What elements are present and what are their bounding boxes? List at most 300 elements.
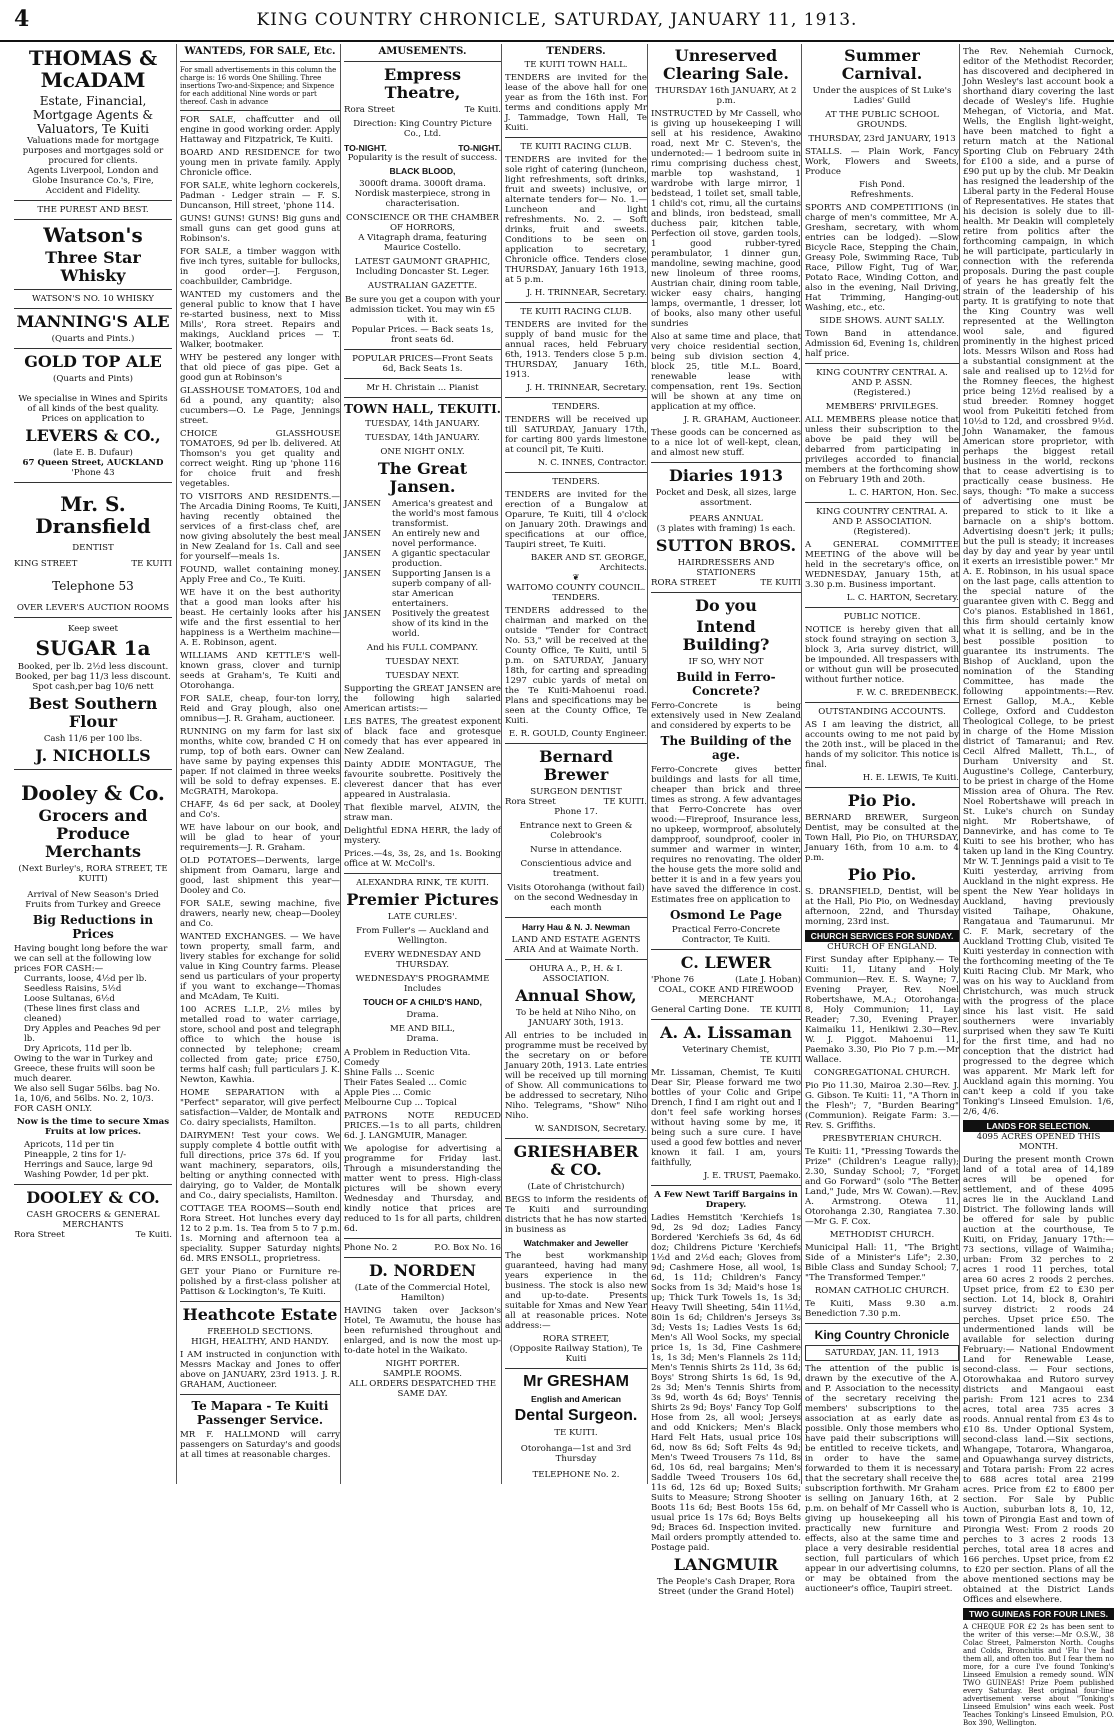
mannings-ale: MANNING'S ALE xyxy=(16,312,170,331)
rora-street: Rora Street xyxy=(344,105,395,115)
summer-carnival: Summer Carnival. xyxy=(841,46,923,83)
accounts-body: AS I am leaving the district, all accounts owing to me not paid by the 20th inst., will be placed in the hands of my solicitor. This notice is final. xyxy=(805,720,959,770)
general: A GENERAL COMMITTEE MEETING of the above will be held in the secretary's office, on WEDNESDAY, January 15th, at 3.30 p.m. Business important. xyxy=(805,540,959,590)
phone: Phone No. 2 xyxy=(344,1243,398,1253)
having-bought: Having bought long before the war we can sell at the following low prices FOR CASH:— xyxy=(14,944,168,974)
owing: Owing to the war in Turkey and Greece, these fruits will soon be much dearer. xyxy=(14,1054,155,1084)
dooley-address: (Next Burley's, RORA STREET, TE KUITI) xyxy=(18,864,168,884)
firm-body: Valuations made for mortgage purposes and mortgages sold or procured for clients. xyxy=(22,136,164,166)
gresham: Mr GRESHAM xyxy=(523,1373,629,1390)
classified-ad: OLD POTATOES—Derwents, large shipment from Oamaru, large and good, last shipment this year—Dooley and Co. xyxy=(180,856,340,896)
classified-ad: RUNNING on my farm for last six months, white cow, branded C H on rump, top of both ears. Owner can have same by paying expenses this paper. If not claimed in three weeks will be sold to defray expenses. E. McGRATH, Marokopa. xyxy=(180,727,340,797)
norden-body: HAVING taken over Jackson's Hotel, Te Awamutu, the house has been refurnished throughout and enlarged, and is now the most up-to-date hotel in the Waikato. xyxy=(344,1306,501,1356)
list-item: Dry Apricots, 11d per lb. xyxy=(24,1044,133,1054)
goods: These goods can be concerned as to a nice lot of well-kept, clean, and almost new stuff. xyxy=(651,428,801,458)
norden-sub: (Late of the Commercial Hotel, Hamilton) xyxy=(354,1283,491,1303)
pres-body: Te Kuiti: 11, "Pressing Towards the Prize" (Children's League rally); 2.30, Sunday School; 7, "Forget and Go Forward" (solo "The Better Land," Jude, Mrs W. Cowan).—Rev. A. Armstrong. Otewa 11, Otorohanga 2.30, Rangiatea 7.30.—Mr G. F. Cox. xyxy=(805,1147,959,1227)
lands-heading: LANDS FOR SELECTION. xyxy=(963,1120,1114,1132)
trinnear: J. H. TRINNEAR, Secretary. xyxy=(526,288,647,298)
heathcote-body: I AM instructed in conjunction with Messrs Mackay and Jones to offer above on JANUARY, 23rd 1913. J. R. GRAHAM, Auctioneer. xyxy=(180,1350,340,1390)
drama-2: Drama. xyxy=(406,1034,439,1044)
intend-building: Intend Building? xyxy=(682,617,770,654)
watchmaker: Watchmaker and Jeweller xyxy=(523,1238,629,1248)
touch-of-a-childs-hand: TOUCH OF A CHILD'S HAND, xyxy=(363,997,482,1007)
bredenbeck: F. W. C. BREDENBECK. xyxy=(856,688,959,698)
list-item: Melbourne Cup ... Topical xyxy=(344,1098,457,1108)
refreshments: Refreshments. xyxy=(850,190,914,200)
phone-76: 'Phone 76 xyxy=(651,975,695,985)
dransfield: Mr. S. Dransfield xyxy=(35,492,151,538)
pears-sub: (3 plates with framing) 1s each. xyxy=(656,524,796,534)
editorial: The attention of the public is drawn by the executive of the A. and P. Association to the necessity of the secretary receiving the members' subscriptions to the association at as early date as possible. Only those members who have paid their subscriptions will be entitled to receive tickets, and in order to have the same forwarded to them it is necessary that the secretary shall receive the subscription forthwith. Mr Graham is selling on January 16th, at 2 p.m. on behalf of Mr Cassell who is giving up housekeeping all his practically new furniture and effects, also at the same time and place a very desirable residential section, full particulars of which appear in our advertising columns, or may be obtained from the auctioneer's office, Taupiri street. xyxy=(805,1364,959,1594)
norden: D. NORDEN xyxy=(369,1261,476,1280)
sugar: SUGAR 1a xyxy=(35,636,151,660)
tender: TENDERS addressed to the chairman and marked on the outside "Tender for Contract No. 53," will be received at the County Office, Te Kuiti, until 5 p.m. on SATURDAY, January 18th, for carting and spreading 1297 cubic yards of metal on the Te Kuiti-Mahoenui road. Plans and specifications may be seen at the County Office, Te Kuiti. xyxy=(505,606,647,726)
pio-pio-2: Pio Pio. xyxy=(847,865,917,884)
one-night: ONE NIGHT ONLY. xyxy=(380,447,465,457)
lissaman: A. A. Lissaman xyxy=(660,1023,792,1042)
church-of-england: CHURCH OF ENGLAND. xyxy=(827,942,937,952)
levers-address: 67 Queen Street, AUCKLAND xyxy=(22,458,164,468)
te-kuiti: TE KUITI xyxy=(760,578,801,588)
sports: SPORTS AND COMPETITIONS (in charge of men's committee, Mr A. Gresham, secretary, with whom entries can be lodged). —Slow Bicycle Race, Stepping the Chain, Greasy Pole, Swimming Race, Tub Race, Pillow Fight, Tug of War, Potato Race, Winding Cotton, and also in the evening, Nail Driving, Hat Trimming, Hanging-out Washing, etc., etc. xyxy=(805,203,959,313)
te-kuiti-4: TE KUITI xyxy=(760,1055,801,1065)
sandison: W. SANDISON, Secretary. xyxy=(534,1124,647,1134)
harry-hau: Harry Hau & N. J. Newman xyxy=(522,922,630,932)
tuesday: TUESDAY, 14th JANUARY. xyxy=(365,419,480,429)
classified-ad: CHAFF, 4s 6d per sack, at Dooley and Co's. xyxy=(180,800,340,820)
outstanding: OUTSTANDING ACCOUNTS. xyxy=(818,707,946,717)
classified-ad: FOR SALE, chaffcutter and oil engine in good working order. Apply Hattaway and Fitzpatrick, Te Kuiti. xyxy=(180,115,340,145)
tenders-sub-3: TENDERS. xyxy=(552,593,600,603)
registered-2: (Registered). xyxy=(853,527,911,537)
clearing-sale: Unreserved Clearing Sale. xyxy=(662,46,789,83)
levers-sub: (late E. B. Dufaur) xyxy=(53,448,133,458)
news-items: The Rev. Nehemiah Curnock, editor of the Methodist Recorder, has discovered and deciphered in John Wesley's last account book a shorthand diary covering the last decade of Wesley's life. Hughie Mehegan, of Victoria, and Mat. Wells, the English light-weight, have been matched to fight a return match at the National Sporting Club on February 24th for £100 a side, and a purse of £90 put up by the club. Mr Deakin has resigned the leadership of the Liberal party in the Federal House of Representatives. He states that his decision is solely due to ill-health. Mr Deakin will completely retire from politics after the forthcoming campaign, in which he will participate, particularly in connection with the referenda proposals. During the past couple of years he has greatly felt the strain of the leadership of his party. It is gratifying to note that the King Country was well represented at the Wellington wool sale, and figured prominently in the highest priced lots. Messrs Wilson and Ross had a substantial consignment at the sale and realised up to 12½d for the Romney fleeces, the highest price being 12½d realised by a stud breeder. Romney hogget wool from Pukeititi fetched from 10½d to 12d, and crossbred 9½d. John Wanamaker, the famous American store proprietor, with perhaps the biggest retail business in the world, reckons that to cease advertising is to practically cease business. He says, though: "To make a success of advertising one must be prepared to stick to it like a barnacle on a ship's bottom. Advertising doesn't jerk; it pulls; but the pull is steady; it increases day by day and year by year until it exerts an irresistible power." Mr A. E. Robinson, in his usual space on the last page, calls attention to the special nature of the guarantee given with C. Begg and Co's pianos. Established in 1861, this firm should certainly know what it is selling, and be in the best possible position to guarantee its instruments. The Bishop of Auckland, upon the nomination of the Standing Committee, has made the following appointments:—Rev. Ernest Gallop, M.A., Keble College, Oxford and Cuddeston Theological College, to be priest in charge of the Home Mission district of Tamaranui; and Rev. Cecil Alfred Mallett, Th.L., of Durham University and St. Augustine's College, Canterbury, to be priest in charge of the Home Mission area of Ohura. The Rev. Noel Robertshawe will preach in St. Luke's church on Sunday night. Mr Robertshawe, of Dannevirke, and has come to Te Kuiti to see his brother, who has taken up land in the King Country. Mr W. T. Jennings paid a visit to Te Kuiti yesterday, arriving from Auckland in the night express. He spent the New Year holidays in Auckland, having previously visited Taihape, Ohakune, Rangataua and Taumarunui. Mr C. F. Mark, secretary of the Auckland Trotting Club, visited Te Kuiti yesterday in connection with the forthcoming meeting of the Te Kuiti Racing Club. Mr Mark, who was on his way to Auckland from Christchurch, was much struck with the progress of the place since his last visit. He said southerners were invariably surprised when they saw Te Kuiti for the first time, and had no conception that the district had progressed to the degree which was apparent. Mr Mark left for Auckland again this morning. You can't keep a cold if you take Tonking's Linseed Emulsion. 1/6, 2/6, 4/6. xyxy=(963,47,1114,1117)
direction: Direction: King Country Picture Co., Ltd. xyxy=(353,119,492,139)
classified-ad: GUNS! GUNS! GUNS! Big guns and small guns can get good guns at Robinson's. xyxy=(180,214,340,244)
presbyterian: PRESBYTERIAN CHURCH. xyxy=(822,1134,942,1144)
classified-ad: BOARD AND RESIDENCE for two young men in private family. Apply Chronicle office. xyxy=(180,148,340,178)
otorohanga: Otorohanga—1st and 3rd Thursday xyxy=(520,1444,632,1464)
classified-ad: DAIRYMEN! Test your cows. We supply complete 4 bottle outfit with full directions, price 37s 6d. If you want machinery, separators, oils, belting or anything connected with dairying, go to Valder, de Montalk and Co., dairy specialists, Hamilton. xyxy=(180,1131,340,1201)
classified-ad: GET your Piano or Furniture re-polished by a first-class polisher at Pattison & Lockington's, Te Kuiti. xyxy=(180,1267,340,1297)
waitomo: WAITOMO COUNTY COUNCIL. xyxy=(506,583,646,593)
list-item: Apricots, 11d per tin xyxy=(24,1140,115,1150)
list-item: (These lines first class and cleaned) xyxy=(24,1004,141,1024)
list-item: Loose Sultanas, 6½d xyxy=(24,994,115,1004)
great-jansen: The Great Jansen. xyxy=(377,459,468,496)
racing-club: TE KUITI RACING CLUB. xyxy=(520,142,632,152)
workmanship: The best workmanship guaranteed, having had many years experience in the business. The stock is also new and up-to-date. Presents suitable for Xmas and New Year all at reasonable prices. Note address:— xyxy=(505,1251,647,1331)
levers-phone: 'Phone 43 xyxy=(71,468,115,478)
coe-body: First Sunday after Epiphany.— Te Kuiti: 11, Litany and Holy Communion—Rev. E. S. Wayne; 7, Evening Prayer, Rev. Noel Robertshawe, M.A.; Otorohanga: 8, Holy Communion; 11, Lay Reader; 7.30, Evening Prayer. Kaimaiku 11, Henikiwi 2.30—Rev. W. J. Piggot. Mahoenui 11, Paemako 3.30, Pio Pio 7 p.m.—Mr Wallace. xyxy=(805,955,959,1065)
classified-ad: HOME SEPARATION with a "Perfect" separator, will give perfect satisfaction—Valder, de Montalk and Co. dairy specialists, Hamilton. xyxy=(180,1088,340,1128)
full-company: And his FULL COMPANY. xyxy=(366,643,479,653)
brewer-pio: BERNARD BREWER, Surgeon Dentist, may be consulted at the Town Hall, Pio Pio, on THURSDAY, January 16th, from 10 a.m. to 4 p.m. xyxy=(805,813,959,863)
guineas-heading: TWO GUINEAS FOR FOUR LINES. xyxy=(963,1608,1114,1620)
side-shows: SIDE SHOWS. AUNT SALLY. xyxy=(819,316,945,326)
tender: TENDERS are invited for the sole right of catering (luncheon, light refreshments, soft drinks, fruit and sweets) inclusive, or alternate tenders for— No. 1.—Luncheon and light refreshments. No. 2. — Soft drinks, fruit and sweets. Conditions to be seen on application to secretary, Chronicle office. Tenders close THURSDAY, January 16th 1913, at 5 p.m. xyxy=(505,155,647,285)
newspaper-title: KING COUNTRY CHRONICLE, SATURDAY, JANUARY 11, 1913. xyxy=(256,10,858,30)
big-reductions: Big Reductions in Prices xyxy=(32,913,154,941)
do-you: Do you xyxy=(695,596,757,615)
build-in-ferro: Build in Ferro-Concrete? xyxy=(676,670,776,698)
also: Also at same time and place, that very choice residential section, being sub division section 4, block 25, title M.L. Board, renewable lease with compensation, rent 19s. Section will be shown at any time on application at my office. xyxy=(651,332,801,412)
opposite: (Opposite Railway Station), Te Kuiti xyxy=(509,1344,643,1364)
classified-ad: FOR SALE, a timber waggon with five inch tyres, suitable for bullocks, in good order—J. Ferguson, coachbuilder, Cambridge. xyxy=(180,247,340,287)
catholic: ROMAN CATHOLIC CHURCH. xyxy=(814,1286,950,1296)
tonight-1: TO-NIGHT. xyxy=(344,143,387,153)
list-item: Dry Apples and Peaches 9d per lb. xyxy=(24,1024,161,1044)
entrance: Entrance next to Green & Colebrook's xyxy=(519,821,633,841)
every-wed: EVERY WEDNESDAY AND THURSDAY. xyxy=(364,950,481,970)
list-item: Shine Falls ... Scenic xyxy=(344,1068,435,1078)
watsons: Watson's xyxy=(43,223,143,247)
alvin: That flexible marvel, ALVIN, the straw man. xyxy=(344,803,501,823)
dooley-2: DOOLEY & CO. xyxy=(26,1188,160,1207)
nurse: Nurse in attendance. xyxy=(530,845,622,855)
night-porter: NIGHT PORTER. xyxy=(385,1359,460,1369)
harton: L. C. HARTON, Hon. Sec. xyxy=(848,488,959,498)
column-1 xyxy=(14,44,172,1484)
coupon: Be sure you get a coupon with your admission ticket. You may win £5 with it. xyxy=(345,295,500,325)
thursday: THURSDAY, 23rd JANUARY, 1913 xyxy=(808,134,956,144)
langmuir: LANGMUIR xyxy=(673,1555,779,1574)
tuesday-next: TUESDAY NEXT. xyxy=(385,657,460,667)
mapara-body: MR F. HALLMOND will carry passengers on Saturday's and goods at all times at reasonable charges. xyxy=(180,1430,340,1460)
popular-2: POPULAR PRICES—Front Seats 6d, Back Seats 1s. xyxy=(352,354,493,374)
columns xyxy=(14,44,1114,1727)
phone-17: Phone 17. xyxy=(554,807,598,817)
classified-ad: 100 ACRES L.I.P., 2½ miles by metalled road to water carriage, store, school and post and telegraph office to which the house is connected by telephone; cream collected from gate; price £750, terms half cash; full particulars J. K. Newton, Kawhia. xyxy=(180,1005,340,1085)
list-item: Their Fates Sealed ... Comic xyxy=(344,1078,467,1088)
innes: N. C. INNES, Contractor. xyxy=(537,458,647,468)
sugar-3: Spot cash,per bag 10/6 nett xyxy=(32,682,154,692)
pocket: Pocket and Desk, all sizes, large assortment. xyxy=(655,488,797,508)
ornament-icon: ❦ xyxy=(572,573,580,583)
amusements-heading: AMUSEMENTS. xyxy=(378,46,467,57)
trinnear-2: J. H. TRINNEAR, Secretary. xyxy=(526,383,647,393)
column-4 xyxy=(501,44,647,1484)
tonight-2: TO-NIGHT. xyxy=(458,143,501,153)
surgeon: SURGEON DENTIST xyxy=(530,787,622,797)
po-box: P.O. Box No. 16 xyxy=(434,1243,501,1253)
telephone: Telephone 53 xyxy=(52,579,134,593)
dental-surgeon: Dental Surgeon. xyxy=(514,1407,638,1424)
wanteds-heading: WANTEDS, FOR SALE, Etc. xyxy=(184,46,336,57)
king-street: KING STREET xyxy=(14,559,78,569)
list-item: Supporting Jansen is a superb company of all-star American entertainers. xyxy=(392,569,492,609)
tuesday-2: TUESDAY, 14th JANUARY. xyxy=(365,433,480,443)
classified-ad: WHY be pestered any longer with that old piece of gas pipe. Get a good gun at Robinson's xyxy=(180,353,340,383)
drapery: Ladies Hemstitch 'Kerchiefs 1s 9d, 2s 9d doz; Ladies Fancy Bordered 'Kerchiefs 3s 6d, 4s 6d doz; Childrens Picture 'Kerchiefs 1½d and 2½d each; Gloves from 9d; Cashmere Hose, all wool, 1s 6d, 1s 11d; Children's Fancy Socks from 1s 3d; Maid's hose 1s up; Thick Turk Towels 1s, 1s 3d; Heavy Twill Sheeting, 54in 11½d, 80in 1s 6d; Children's Jerseys 3s 3d; Vests 1s; Ladies Vests 1s 6d; Men's All Wool Socks, my special price 1s, 1s 3d, Fine Cashmere 1s, 1s 3d; Men's Flannels 2s 11d; Men's Tennis Shirts 2s 11d, 3s 6d; Boys' Strong Shirts 1s 6d, 1s 9d, 2s 3d; Men's Tennis Shirts from 3s 9d, worth 4s 6d; Boys' Tennis Shirts 2s 9d; Boys' Fancy Top Golf Hose from 2s, all wool; Jerseys and odd Knickers; Men's Black Hard Felt Hats, usual price 10s 6d, now 8s 6d; Soft Felts 4s 9d; Men's Tweed Trousers 7s 11d, 8s 6d, 10s 6d, real bargains; Men's Saddle Tweed Trousers 10s 6d, 11s 6d, 12s 6d up; Boxed Suits; Suits to Measure; Strong Shooter Boots 11s 6d; Best Boots 15s 6d, usual price 1s 17s 6d; Boys Belts 9d; Braces 6d. Inspection invited. Mail orders promptly attended to. Postage paid. xyxy=(651,1213,801,1553)
town-hall: TOWN HALL, TEKUITI. xyxy=(344,402,501,416)
classified-ad: WILLIAMS AND KETTLE'S well-known grass, clover and turnip seeds at Graham's, Te Kuiti and Otorohanga. xyxy=(180,651,340,691)
veterinary: Veterinary Chemist, xyxy=(682,1045,770,1055)
band: Town Band in attendance. Admission 6d, Evening 1s, children half price. xyxy=(805,329,959,359)
harton-2: L. C. HARTON, Secretary. xyxy=(846,593,959,603)
apologise: We apologise for advertising a programme for Friday last. Through a misunderstanding the matter went to press. High-class pictures will be shown every Wednesday and Thursday, and kindly notice that prices are reduced to 1s for all parts, children 6d. xyxy=(344,1144,501,1234)
nordisk: 3000ft drama. 3000ft drama. Nordisk masterpiece, strong in characterisation. xyxy=(354,179,491,209)
watsons-10: WATSON'S NO. 10 WHISKY xyxy=(32,294,154,304)
congregational: CONGREGATIONAL CHURCH. xyxy=(813,1068,951,1078)
dentist: DENTIST xyxy=(72,543,114,553)
list-item: Pineapple, 2 tins for 1/- xyxy=(24,1150,127,1160)
also-sell: We also sell Sugar 56lbs. bag No. 1a, 10/6, and 56lbs. No. 2, 10/3. FOR CASH ONLY. xyxy=(14,1084,160,1114)
christchurch: (Late of Christchurch) xyxy=(527,1182,625,1192)
gaumont: LATEST GAUMONT GRAPHIC, Including Doncaster St. Leger. xyxy=(354,257,491,277)
methodist: METHODIST CHURCH. xyxy=(829,1230,935,1240)
tender: TENDERS will be received up till SATURDAY, January 17th, for carting 800 yards limestone at council pit, Te Kuiti. xyxy=(505,415,647,455)
sugar-2: Booked, per bag 11/3 less discount. xyxy=(15,672,171,682)
hairdressers: HAIRDRESSERS AND STATIONERS xyxy=(677,558,775,578)
telephone-2: TELEPHONE No. 2. xyxy=(532,1470,620,1480)
tuesday-next-2: TUESDAY NEXT. xyxy=(385,671,460,681)
rora-street: RORA STREET xyxy=(651,578,717,588)
carting: General Carting Done. xyxy=(651,1005,750,1015)
public-notice: PUBLIC NOTICE. xyxy=(843,612,921,622)
te-kuiti-2: TE KUITI. xyxy=(554,1428,598,1438)
tariff: A Few Newt Tariff Bargains in Drapery. xyxy=(654,1190,798,1210)
cong-body: Pio Pio 11.30, Mairoa 2.30—Rev. J. G. Gibson. Te Kuiti: 11, "A Thorn in the Flesh"; 7, "Burden Bearing" (Communion). Reigate Farm: 3.—Rev. S. Griffiths. xyxy=(805,1081,959,1131)
supporting: Supporting the GREAT JANSEN are the following high salaried American artists:— xyxy=(344,684,501,714)
flour-price: Cash 11/6 per 100 lbs. xyxy=(43,734,143,744)
building-age: The Building of the age. xyxy=(660,734,792,762)
classified-ad: GLASSHOUSE TOMATOES, 10d and 6d a pound, any quantity; also cucumbers—O. Le Page, Jennings street. xyxy=(180,386,340,426)
pio-pio: Pio Pio. xyxy=(847,791,917,810)
ferro-body: Ferro-Concrete is being extensively used in New Zealand and considered by experts to be xyxy=(651,701,801,731)
gold-top-ale: GOLD TOP ALE xyxy=(24,352,162,371)
pears-annual: PEARS ANNUAL xyxy=(689,514,763,524)
kcc-date: SATURDAY, JAN. 11, 1913 xyxy=(805,1345,959,1361)
begs: BEGS to inform the residents of Te Kuiti and surrounding districts that he has now started in business as xyxy=(505,1195,647,1235)
hoban: (Late J. Hoban) xyxy=(735,975,801,985)
firm-name: THOMAS & McADAM xyxy=(28,46,158,92)
jansen-list: JANSEN America's greatest and the world's most famous transformist. JANSEN An entirely new and novel performance. JANSEN A gigantic spectacular production. JANSEN Supporting Jansen is a superb company of all-star American entertainers. JANSEN Positively the greatest show of its kind in the world. xyxy=(344,499,501,639)
acres-opened: 4095 ACRES OPENED THIS MONTH. xyxy=(976,1132,1101,1152)
list-item: America's greatest and the world's most famous transformist. xyxy=(392,499,499,529)
te-kuiti: TE KUITI. xyxy=(603,797,647,807)
column-6 xyxy=(801,44,959,1594)
trust: J. E. TRUST, Paemako. xyxy=(703,1171,801,1181)
osmond: Osmond Le Page xyxy=(670,908,782,922)
english-american: English and American xyxy=(531,1394,621,1404)
mannings-sub: (Quarts and Pints.) xyxy=(51,334,135,344)
members: MEMBERS' PRIVILEGES. xyxy=(825,402,939,412)
over-levers: OVER LEVER'S AUCTION ROOMS xyxy=(16,603,170,613)
thursday: THURSDAY 16th JANUARY, At 2 p.m. xyxy=(655,86,797,106)
at-the: AT THE PUBLIC SCHOOL GROUNDS. xyxy=(825,110,939,130)
wed-programme: WEDNESDAY'S PROGRAMME Includes xyxy=(355,974,490,994)
arrival: Arrival of New Season's Dried Fruits from Turkey and Greece xyxy=(25,890,161,910)
land-estate: LAND AND ESTATE AGENTS xyxy=(511,935,641,945)
baker: BAKER AND ST. GEORGE, Architects. xyxy=(530,553,647,573)
wines-text: We specialise in Wines and Spirits of all kinds of the best quality. xyxy=(18,394,168,414)
addie: Dainty ADDIE MONTAGUE, The favourite soubrette. Positively the cleverest dancer that has ever appeared in Australasia. xyxy=(344,760,501,800)
premier-pictures: Premier Pictures xyxy=(346,890,499,909)
bates: LES BATES, The greatest exponent of black face and grotesque comedy that has ever appeared in New Zealand. xyxy=(344,717,501,757)
diaries: Diaries 1913 xyxy=(668,466,784,485)
levers: LEVERS & CO., xyxy=(25,426,161,445)
popular: Popular Prices. — Back seats 1s, front seats 6d. xyxy=(351,325,494,345)
heathcote: Heathcote Estate xyxy=(182,1305,338,1324)
keep-sweet: Keep sweet xyxy=(68,624,118,634)
all-orders: ALL ORDERS DESPATCHED THE SAME DAY. xyxy=(348,1379,497,1399)
ohura: OHURA A., P., H. & I. ASSOCIATION. xyxy=(529,964,623,984)
annual-sub: To be held at Niho Niho, on JANUARY 30th, 1913. xyxy=(515,1008,637,1028)
fish-pond: Fish Pond. xyxy=(859,180,905,190)
kcc-assn: KING COUNTRY CENTRAL A. AND P. ASSN. xyxy=(816,368,948,388)
tenders-sub: TENDERS. xyxy=(552,402,600,412)
alexandra-rink: ALEXANDRA RINK, TE KUITI. xyxy=(356,878,489,888)
edna: Delightful EDNA HERR, the lady of mystery. xyxy=(344,826,501,846)
bernard-brewer: Bernard Brewer xyxy=(539,747,613,784)
list-item: Seedless Raisins, 5½d xyxy=(24,984,122,994)
patrons: PATRONS NOTE REDUCED PRICES.—1s to all parts, children 6d. J. LANGMUIR, Manager. xyxy=(344,1111,501,1141)
church-services: CHURCH SERVICES FOR SUNDAY. xyxy=(805,930,959,942)
te-kuiti-3: TE KUITI xyxy=(760,1005,801,1015)
classified-ad: FOUND, wallet containing money. Apply Free and Co., Te Kuiti. xyxy=(180,565,340,585)
freehold: FREEHOLD SECTIONS. xyxy=(207,1327,313,1337)
tenders-sub-2: TENDERS. xyxy=(552,477,600,487)
tender: TENDERS are invited for the supply of band music for the annual races, held February 6th, 1913. Tenders close 5 p.m. THURSDAY, January 16th, 1913. xyxy=(505,320,647,380)
tenders-heading: TENDERS. xyxy=(546,46,606,57)
list-item: Washing Powder, 1d per pkt. xyxy=(24,1170,149,1180)
dooley: Dooley & Co. xyxy=(21,781,165,805)
list-item: Herrings and Sauce, large 9d xyxy=(24,1160,153,1170)
classified-ad: FOR SALE, sewing machine, five drawers, nearly new, cheap—Dooley and Co. xyxy=(180,899,340,929)
kcc-2: KING COUNTRY CENTRAL A. AND P. ASSOCIATION. xyxy=(816,507,948,527)
page-number: 4 xyxy=(14,6,30,32)
kcc-title: King Country Chronicle xyxy=(814,1328,950,1342)
classified-ad: WE have it on the best authority that a good man looks after his beast. He certainly looks after his wife and the first essential to her happiness is a Wertheim machine—A. E. Robinson, agent. xyxy=(180,588,340,648)
aria: ARIA And at Waimate North. xyxy=(513,945,639,955)
cash-draper: The People's Cash Draper, Rora Street (under the Grand Hotel) xyxy=(656,1577,796,1597)
lands-body: During the present month Crown land of a total area of 14,189 acres will be opened for settlement, and of these 4095 acres lie in the Auckland Land District. The following lands will be offered for sale by public auction at the courthouse, Te Kuiti, on Friday, January 17th:—73 sections, village of Waimiha; urban: From 32 perches to 2 acres 1 rood 11 perches, total area 60 acres 2 roods 2 perches. Upset price, from £2 to £30 per section. Lot 14, block 8, Orahiri survey district: 2 roods 24 perches. Upset price £50. The undermentioned lands will be available for selection during February:— National Endowment Land for Renewable Lease, second-class. — Four sections, Otorowhakaa and Rutoro survey districts and Mangaoui east parish: From 121 acres to 234 acres, total area 735 acres 3 roods. Annual rental from £3 4s to £10 8s. Under Optional System, second-class land.—Six sections, Whangape, Totarora, Whangaroa, and Opuawhanga survey districts, and Totara parish: From 22 acres to 688 acres total area 2199 acres. Price from £2 to £800 per section. For Sale by Public Auction, suburban lots 8, 10, 12, town of Pirongia East and town of Pirongia West: From 2 roods 20 perches to 3 acres 2 roods 13 perches, total area 18 acres and 166 perches. Upset price, from £2 to £20 per section. Plans of all the above mentioned sections may be obtained at the District Lands Offices and elsewhere. xyxy=(963,1155,1114,1605)
annual-show: Annual Show, xyxy=(515,986,637,1005)
conscience: CONSCIENCE OR THE CHAMBER OF HORRORS, xyxy=(346,213,499,233)
classified-ad: TO VISITORS AND RESIDENTS.—The Arcadia Dining Rooms, Te Kuiti, having recently obtained the services of a first-class chef, are now giving absolutely the best meal in New Zealand for 1s. Call and see for yourself—meals 1s. xyxy=(180,492,340,562)
cash-grocers: CASH GROCERS & GENERAL MERCHANTS xyxy=(26,1210,160,1230)
town-hall-heading: TE KUITI TOWN HALL. xyxy=(524,60,628,70)
tender: TENDERS are invited for the erection of a Bungalow at Oparure, Te Kuiti, till 4 o'clock on January 20th. Drawings and specifications at our office, Taupiri street, Te Kuiti. xyxy=(505,490,647,550)
column-5 xyxy=(647,44,801,1597)
racing-club-2: TE KUITI RACING CLUB. xyxy=(520,307,632,317)
prices-list xyxy=(14,974,172,1054)
notice-body: NOTICE is hereby given that all stock found straying on section 3, block 3, Aria survey district, will be impounded. All trespassers with or without gun will be prosecuted without further notice. xyxy=(805,625,959,685)
sample-rooms: SAMPLE ROOMS. xyxy=(382,1369,463,1379)
rora-street-2: RORA STREET, xyxy=(542,1334,610,1344)
xmas: Now is the time to secure Xmas Fruits at low prices. xyxy=(16,1117,170,1137)
three-star: Three Star Whisky xyxy=(45,248,141,285)
prices-text: Prices on application to xyxy=(41,414,145,424)
conscientious: Conscientious advice and treatment. xyxy=(520,859,632,879)
nicholls: J. NICHOLLS xyxy=(35,746,151,765)
meth-body: Municipal Hall: 11, "The Bright Side of a Minister's Life"; 2.30, Bible Class and Sunday School; 7, "The Transformed Temper." xyxy=(805,1243,959,1283)
lewis: H. E. LEWIS, Te Kuiti. xyxy=(862,773,959,783)
auspices: Under the auspices of St Luke's Ladies' Guild xyxy=(812,86,952,106)
list-item: A gigantic spectacular production. xyxy=(392,549,490,569)
gold-top-sub: (Quarts and Pints) xyxy=(53,374,133,384)
cath-body: Te Kuiti, Mass 9.30 a.m. Benediction 7.30 p.m. xyxy=(805,1299,959,1319)
registered: (Registered.) xyxy=(853,388,911,398)
healthy: HIGH, HEALTHY, AND HANDY. xyxy=(191,1337,329,1347)
guineas-body: A CHEQUE FOR £2 2s has been sent to the writer of this verse:—Mr O.S.W., 38 Colac Street, Palmerston North. Coughs and Colds, Bronchitis and 'Flu I've had them all, and often too. But I fear them no more, for a cure I've found Tonking's Linseed Emulsion a remedy sound. WIN TWO GUINEAS! Prize Poem published every Saturday. Best original four-line advertisement verse about "Tonking's Linseed Emulsion" wins each week. Post Teaches Tonking's Linseed Emulsion, P.O. Box 390, Wellington. xyxy=(963,1623,1114,1727)
vitagraph: A Vitagraph drama, featuring Maurice Costello. xyxy=(358,233,487,253)
column-2 xyxy=(176,44,340,1484)
list-item: An entirely new and novel performance. xyxy=(392,529,480,549)
grocers: Grocers and Produce Merchants xyxy=(38,806,148,861)
rora-street: Rora Street xyxy=(14,1230,65,1240)
classified-ad: FOR SALE, white leghorn cockerels, Padman - Ledger strain — F. S. Duncanson, Hill street, 'phone 114. xyxy=(180,181,340,211)
mapara: Te Mapara - Te Kuiti Passenger Service. xyxy=(191,1399,329,1427)
rora-street: Rora Street xyxy=(505,797,556,807)
problem: A Problem in Reduction Vita. Comedy xyxy=(344,1048,471,1068)
graham: J. R. GRAHAM, Auctioneer. xyxy=(683,415,801,425)
coal: COAL, COKE AND FIREWOOD MERCHANT xyxy=(658,985,794,1005)
c-lewer: C. LEWER xyxy=(680,953,772,972)
list-item: Currants, loose, 4½d per lb. xyxy=(24,974,147,984)
purest-best: THE PUREST AND BEST. xyxy=(37,205,149,215)
masthead xyxy=(0,0,1114,42)
te-kuiti: TE KUITI xyxy=(131,559,172,569)
black-blood: BLACK BLOOD, xyxy=(389,166,456,176)
classified-ad: WE have labour on our book, and will be glad to hear of your requirements—J. R. Graham. xyxy=(180,823,340,853)
list-item: Positively the greatest show of its kind in the world. xyxy=(392,609,490,639)
empress-theatre: Empress Theatre, xyxy=(384,65,461,102)
drama: Drama. xyxy=(406,1010,439,1020)
classified-ad: COTTAGE TEA ROOMS—South end Rora Street. Hot lunches every day 12 to 2 p.m. 1s. Tea from 5 to 7 p.m. 1s. Morning and afternoon tea a speciality. Supper Saturday nights 6d. MRS ENSOLL, proprietress. xyxy=(180,1204,340,1264)
classified-ad: WANTED EXCHANGES. — We have town property, small farm, and livery stables for exchange for solid value in King Country farms. Please send us particulars of your property if you want to exchange—Thomas and McAdam, Te Kuiti. xyxy=(180,932,340,1002)
firm-agents: Agents Liverpool, London and Globe Insurance Co.'s, Fire, Accident and Fidelity. xyxy=(27,166,159,196)
gould: E. R. GOULD, County Engineer. xyxy=(508,729,647,739)
entries: All entries to be included in programme must be received by the secretary on or before January 20th, 1913. Late entries will be received up till morning of Show. All communications to be addressed to secretary, Niho Niho. Telegrams, "Show" Niho Niho. xyxy=(505,1031,647,1121)
firm-subtitle: Estate, Financial, Mortgage Agents & Valuators, Te Kuiti xyxy=(32,94,154,136)
best-southern: Best Southern Flour xyxy=(28,694,158,731)
xmas-list xyxy=(14,1140,172,1180)
dransfield-pio: S. DRANSFIELD, Dentist, will be at the Hall, Pio Pio, on Wednesday afternoon, 22nd, and Thursday morning, 23rd inst. xyxy=(805,887,959,927)
members-body: ALL MEMBERS please notice that unless their subscription to the above be paid they will be debarred from participating in privileges accorded to financial members at the forthcoming show on February 19th and 20th. xyxy=(805,415,959,485)
column-3 xyxy=(340,44,501,1484)
classified-ad: FOR SALE, cheap, four-ton lorry, Reid and Gray plough, also one omnibus—J. R. Graham, auctioneer. xyxy=(180,694,340,724)
if-so: IF SO, WHY NOT xyxy=(688,657,764,667)
te-kuiti: Te Kuiti. xyxy=(464,105,501,115)
classified-ad: CHOICE GLASSHOUSE TOMATOES, 9d per lb. delivered. At Thomson's you get quality and correct weight. Ring up 'phone 116 for choice fruit and fresh vegetables. xyxy=(180,429,340,489)
list-item: Apple Pies ... Comic xyxy=(344,1088,431,1098)
prices: Prices.—4s, 3s, 2s, and 1s. Booking office at W. McColl's. xyxy=(344,849,501,869)
practical: Practical Ferro-Concrete Contractor, Te Kuiti. xyxy=(671,925,781,945)
stalls: STALLS. — Plain Work, Fancy Work, Flowers and Sweets, Produce xyxy=(805,147,959,177)
sutton-bros: SUTTON BROS. xyxy=(655,536,797,555)
letter: Mr. Lissaman, Chemist, Te Kuiti Dear Sir, Please forward me two bottles of your Colic and Gripe Drench, I find I am right out and I don't feel safe working horses without having some by me, it being such a sure cure. I have used a good few bottles and never known it fail. I am, yours faithfully, xyxy=(651,1068,801,1168)
late-curles: LATE CURLES'. xyxy=(387,912,458,922)
visits: Visits Otorohanga (without fail) on the second Wednesday in each month xyxy=(507,883,645,913)
classified-ad: WANTED my customers and the general public to know that I have re-started business, next to Miss Mills', Rora street. Repairs and makings, Auckland prices — T. Walker, bootmaker. xyxy=(180,290,340,350)
grieshaber: GRIESHABER & CO. xyxy=(513,1142,639,1179)
pianist: Mr H. Christain ... Pianist xyxy=(366,383,479,393)
me-and-bill: ME AND BILL, xyxy=(389,1024,455,1034)
popularity: Popularity is the result of success. xyxy=(347,153,498,163)
column-7 xyxy=(959,44,1114,1727)
ferro-body-2: Ferro-Concrete gives better buildings and lasts for all time, cheaper than brick and three times as strong. A few advantages that Ferro-Concrete has over wood:—Fireproof, Insurance less, no upkeep, wormproof, absolutely dampproof, soundproof, cooler in summer and warmer in winter, requires no renovating. The older the house gets the more solid and better it is and in a few years you have saved the difference in cost. Estimates free on application to xyxy=(651,765,801,905)
te-kuiti-2: Te Kuiti. xyxy=(135,1230,172,1240)
sugar-1: Booked, per lb. 2½d less discount. xyxy=(17,662,169,672)
wanteds-terms: For small advertisements in this column the charge is: 16 words One Shilling. Three insertions Two-and-Sixpence; and Sixpence for each additional Nine words or part thereof. Cash in advance xyxy=(180,66,337,106)
instructed: INSTRUCTED by Mr Cassell, who is giving up housekeeping I will sell at his residence, Awakino road, next Mr C. Steven's, the undernoted:— 1 bedroom suite in rimu comprising duchess chest, marble top washstand, 1 wardrobe with large mirror, 1 bedstead, 1 toilet set, small table, 1 child's cot, rimu, all the curtains and blinds, iron bedstead, small duchess pair, kitchen table, Perfection oil stove, garden tools, 1 good rubber-tyred perambulator, 1 dinner gun, mandoline, sewing machine, good new linoleum of three rooms, Austrian chair, dining room table, wicker easy chairs, hanging lamps, overmantle, 1 dresser, lot of books, also many other useful sundries xyxy=(651,109,801,329)
australian: AUSTRALIAN GAZETTE. xyxy=(367,281,478,291)
tender: TENDERS are invited for the lease of the above hall for one year as from the 16th inst. For terms and conditions apply Mr J. Tammadge, Town Hall, Te Kuiti. xyxy=(505,73,647,133)
